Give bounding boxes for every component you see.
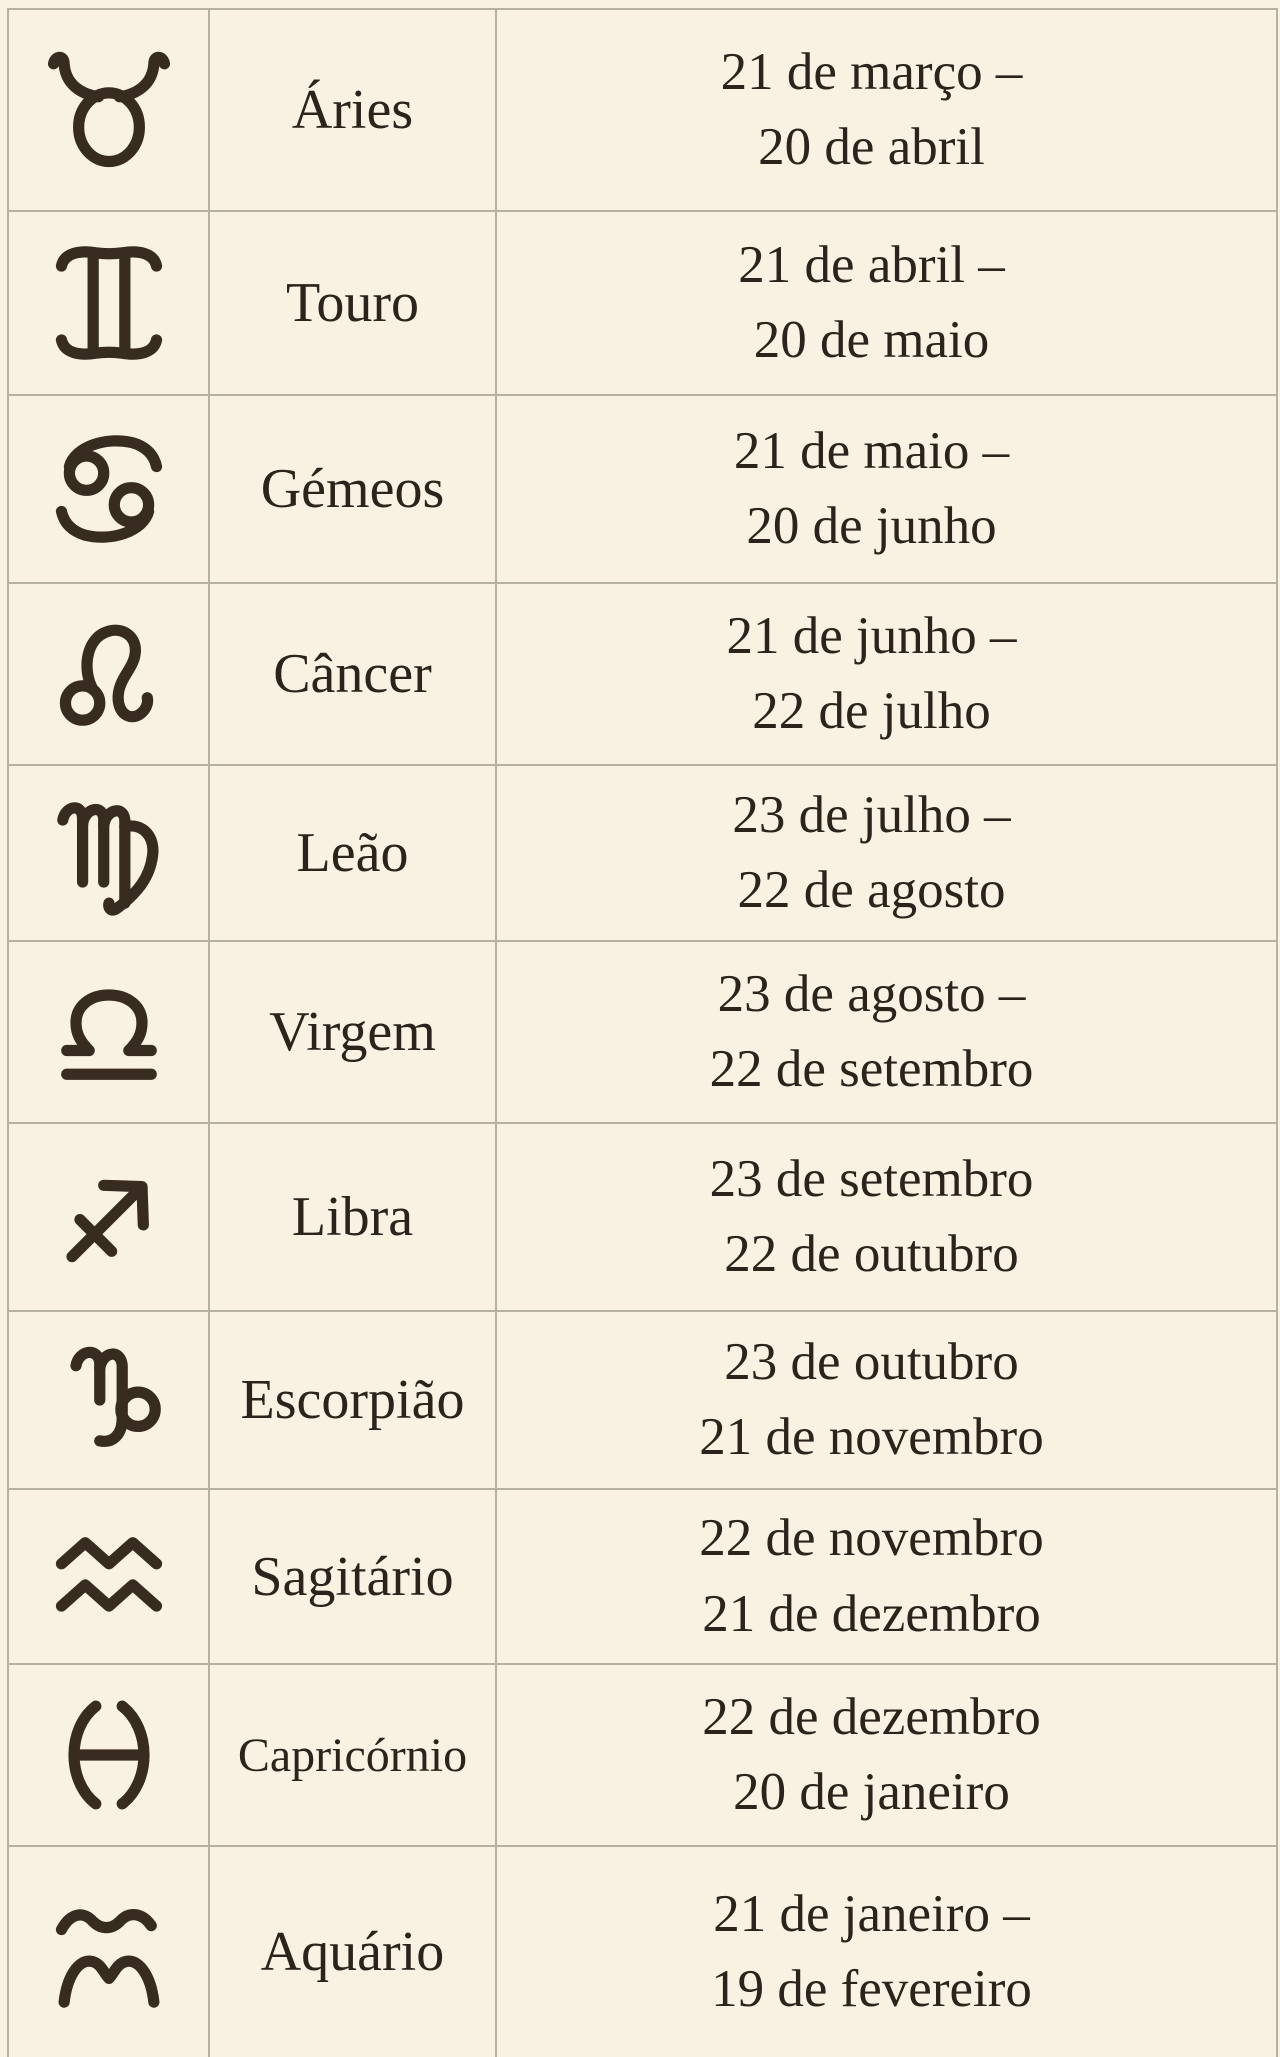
- sign-name: Touro: [210, 212, 497, 394]
- date-range-cell: [497, 396, 1276, 582]
- date-range-cell: [497, 1665, 1276, 1845]
- table-row: [9, 10, 1276, 212]
- capricorn-icon: [43, 1334, 175, 1466]
- libra-icon: [43, 966, 175, 1098]
- date-line-1: 23 de julho –: [732, 785, 1011, 844]
- sign-name: Leão: [210, 766, 497, 940]
- gemini-icon: [43, 237, 175, 369]
- date-line-2: 20 de janeiro: [733, 1763, 1010, 1821]
- date-range-cell: [497, 1490, 1276, 1663]
- sign-name: Virgem: [210, 942, 497, 1122]
- date-line-1: 21 de junho –: [726, 606, 1017, 665]
- date-line-2: 22 de outubro: [724, 1225, 1019, 1283]
- table-row: [9, 584, 1276, 766]
- table-row: [9, 766, 1276, 942]
- date-range-cell: [497, 1847, 1276, 2057]
- date-range-cell: [497, 10, 1276, 210]
- symbol-cell: [9, 584, 210, 764]
- sign-name: Câncer: [210, 584, 497, 764]
- date-line-1: 21 de abril –: [738, 235, 1005, 294]
- date-range-cell: [497, 584, 1276, 764]
- symbol-cell: [9, 10, 210, 210]
- date-line-2: 20 de junho: [746, 497, 997, 555]
- symbol-cell: [9, 1847, 210, 2057]
- zodiac-table: [7, 8, 1278, 2057]
- table-row: [9, 1312, 1276, 1490]
- date-line-2: 21 de dezembro: [702, 1584, 1041, 1643]
- sign-name: Gémeos: [210, 396, 497, 582]
- table-row: [9, 1124, 1276, 1312]
- taurus-icon: [43, 44, 175, 176]
- date-line-1: 23 de outubro: [724, 1332, 1019, 1391]
- sign-name: Áries: [210, 10, 497, 210]
- leo-icon: [43, 608, 175, 740]
- table-row: [9, 942, 1276, 1124]
- date-line-1: 21 de maio –: [733, 421, 1010, 480]
- date-range-cell: [497, 1124, 1276, 1310]
- virgo-icon: [43, 787, 175, 919]
- date-line-1: 21 de março –: [720, 42, 1023, 101]
- sign-name: Aquário: [210, 1847, 497, 2057]
- symbol-cell: [9, 1312, 210, 1488]
- symbol-cell: [9, 766, 210, 940]
- date-line-2: 22 de setembro: [709, 1040, 1034, 1098]
- date-line-1: 21 de janeiro –: [713, 1884, 1030, 1943]
- table-row: [9, 1847, 1276, 2057]
- date-line-2: 21 de novembro: [699, 1408, 1044, 1466]
- date-line-1: 23 de setembro: [709, 1149, 1034, 1208]
- date-line-2: 20 de abril: [758, 118, 985, 176]
- symbol-cell: [9, 942, 210, 1122]
- sign-name: Escorpião: [210, 1312, 497, 1488]
- table-row: [9, 1490, 1276, 1665]
- sign-name: Libra: [210, 1124, 497, 1310]
- date-line-1: 22 de novembro: [699, 1509, 1044, 1568]
- date-line-2: 22 de julho: [752, 682, 991, 740]
- symbol-cell: [9, 396, 210, 582]
- symbol-cell: [9, 212, 210, 394]
- aquarius-icon: [43, 1511, 175, 1643]
- aquarius-waves-icon: [43, 1886, 175, 2018]
- date-range-cell: [497, 766, 1276, 940]
- date-line-1: 23 de agosto –: [717, 964, 1026, 1023]
- date-range-cell: [497, 1312, 1276, 1488]
- date-line-2: 20 de maio: [753, 311, 990, 369]
- cancer-icon: [43, 423, 175, 555]
- pisces-icon: [43, 1689, 175, 1821]
- sagittarius-icon: [43, 1151, 175, 1283]
- table-row: [9, 396, 1276, 584]
- date-line-2: 19 de fevereiro: [711, 1960, 1032, 2018]
- table-row: [9, 1665, 1276, 1847]
- date-range-cell: [497, 942, 1276, 1122]
- symbol-cell: [9, 1665, 210, 1845]
- sign-name: Sagitário: [210, 1490, 497, 1663]
- date-line-1: 22 de dezembro: [702, 1687, 1041, 1746]
- table-row: [9, 212, 1276, 396]
- date-range-cell: [497, 212, 1276, 394]
- symbol-cell: [9, 1124, 210, 1310]
- date-line-2: 22 de agosto: [737, 861, 1006, 919]
- sign-name: Capricórnio: [210, 1665, 497, 1845]
- symbol-cell: [9, 1490, 210, 1663]
